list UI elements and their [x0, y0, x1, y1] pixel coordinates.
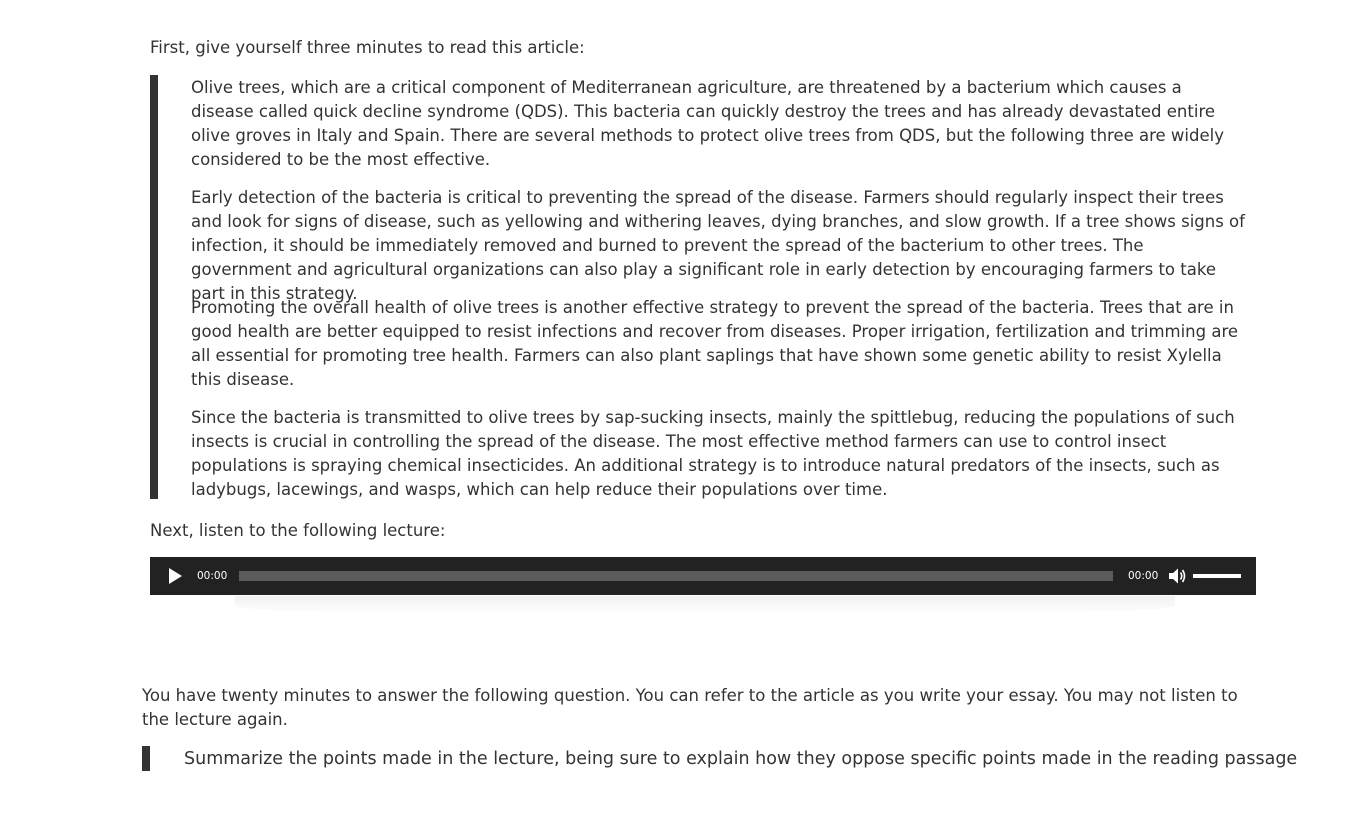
article-paragraph: Since the bacteria is transmitted to olive trees by sap-sucking insects, mainly the spittlebug, reducing the populations of such insects is crucial in controlling the spread of the disease. The most effective method farmers can use to control insect populations is spraying chemical insecticides. An additional strategy is to introduce natural predators of the insects, such as ladybugs, lacewings, and wasps, which can help reduce their populations over time. [191, 408, 1235, 499]
audio-player [150, 557, 1256, 595]
question-blockquote [142, 746, 1298, 771]
player-shadow [235, 596, 1175, 616]
current-time: 00:00 [197, 570, 228, 582]
volume-icon[interactable] [1168, 567, 1188, 585]
progress-bar[interactable] [239, 571, 1113, 581]
article-paragraph: Promoting the overall health of olive trees is another effective strategy to prevent the spread of the bacteria. Trees that are in good health are better equipped to resist infections and recover from diseases. Proper irrigation, fertilization and trimming are all essential for promoting tree health. Farmers can also plant saplings that have shown some genetic ability to resist Xylella this disease. [191, 298, 1239, 389]
essay-instructions: You have twenty minutes to answer the following question. You can refer to the article as you write your essay. You may not listen to the lecture again. [142, 686, 1238, 729]
question-text: Summarize the points made in the lecture, being sure to explain how they oppose specific points made in the reading passage [184, 749, 1298, 769]
article-paragraph: Early detection of the bacteria is critical to preventing the spread of the disease. Farmers should regularly inspect their trees and look for signs of disease, such as yellowing and withering leaves, dying branches, and slow growth. If a tree shows signs of infection, it should be immediately removed and burned to prevent the spread of the bacterium to other trees. The government and agricultural organizations can also play a significant role in early detection by encouraging farmers to take part in this strategy. [191, 188, 1245, 303]
play-icon[interactable] [169, 568, 182, 584]
article-blockquote [150, 75, 1245, 499]
duration-time: 00:00 [1128, 570, 1159, 582]
intro-text: First, give yourself three minutes to read this article: [150, 38, 585, 57]
volume-slider[interactable] [1193, 574, 1241, 578]
article-paragraph: Olive trees, which are a critical component of Mediterranean agriculture, are threatened by a bacterium which causes a disease called quick decline syndrome (QDS). This bacteria can quickly destroy the trees and has already devastated entire olive groves in Italy and Spain. There are several methods to protect olive trees from QDS, but the following three are widely considered to be the most effective. [191, 78, 1224, 169]
listen-instruction: Next, listen to the following lecture: [150, 521, 446, 540]
